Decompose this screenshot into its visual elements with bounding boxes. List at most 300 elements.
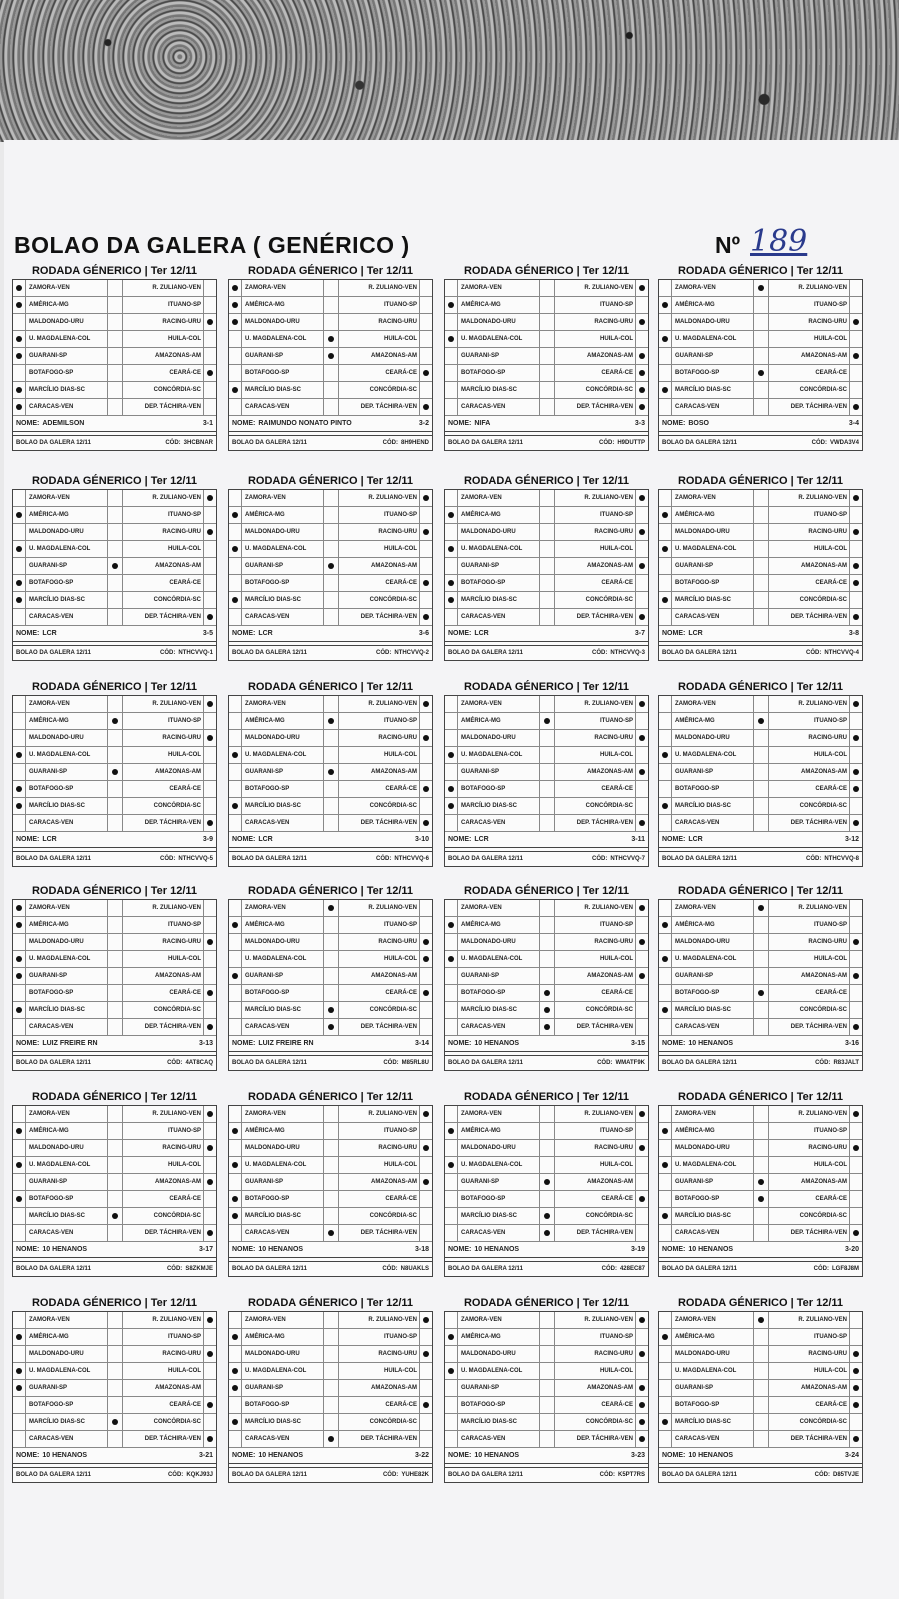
- code-value: R83JALT: [833, 1060, 859, 1066]
- code-value: S8ZKMJE: [185, 1266, 213, 1272]
- home-pick-box: [445, 968, 458, 984]
- home-team: ZAMORA-VEN: [461, 285, 502, 291]
- round-title: RODADA GÉNERICO | Ter 12/11: [247, 1297, 414, 1309]
- away-pick-box: [419, 1208, 432, 1224]
- match-table: [12, 489, 217, 661]
- draw-pick-box: [753, 1363, 769, 1379]
- name-prefix: NOME:: [662, 630, 686, 637]
- pick-mark-icon: [16, 786, 22, 792]
- home-pick-box: [445, 798, 458, 814]
- away-team: AMAZONAS-AM: [801, 563, 847, 569]
- pick-mark-icon: [853, 353, 859, 359]
- ticket-id: 3-13: [198, 1040, 213, 1047]
- draw-pick-box: [753, 507, 769, 523]
- away-pick-box: [419, 365, 432, 381]
- away-team: RACING-URU: [162, 319, 201, 325]
- home-pick-box: [659, 541, 672, 557]
- footer-label: BOLAO DA GALERA 12/11: [448, 440, 523, 446]
- pick-mark-icon: [232, 922, 238, 928]
- away-pick-box: [419, 1225, 432, 1241]
- home-pick-box: [445, 1140, 458, 1156]
- away-pick-box: [203, 348, 216, 364]
- away-pick-box: [635, 1431, 648, 1447]
- home-pick-box: [659, 365, 672, 381]
- code-value: NTHCVVQ-4: [824, 650, 859, 656]
- home-pick-box: [445, 280, 458, 296]
- match-row: [445, 1208, 648, 1225]
- ticket-footer: [659, 1468, 862, 1482]
- away-pick-box: [203, 399, 216, 415]
- match-row: [659, 558, 862, 575]
- away-pick-box: [635, 713, 648, 729]
- pick-mark-icon: [853, 1024, 859, 1030]
- draw-pick-box: [323, 1380, 339, 1396]
- home-pick-box: [445, 592, 458, 608]
- home-pick-box: [13, 1312, 26, 1328]
- home-team: AMÉRICA-MG: [29, 1334, 69, 1340]
- round-title: RODADA GÉNERICO | Ter 12/11: [463, 265, 630, 277]
- match-row: [445, 985, 648, 1002]
- away-pick-box: [849, 1346, 862, 1362]
- match-row: [13, 747, 216, 764]
- home-team: U. MAGDALENA-COL: [461, 336, 523, 342]
- home-pick-box: [229, 1208, 242, 1224]
- ticket-footer: [659, 646, 862, 660]
- away-pick-box: [419, 348, 432, 364]
- draw-pick-box: [539, 541, 555, 557]
- away-pick-box: [635, 1157, 648, 1173]
- bettor-name: LCR: [474, 630, 489, 637]
- draw-pick-box: [539, 1019, 555, 1035]
- away-pick-box: [635, 1363, 648, 1379]
- away-pick-box: [203, 1174, 216, 1190]
- pick-mark-icon: [16, 1385, 22, 1391]
- match-row: [229, 900, 432, 917]
- away-pick-box: [849, 1431, 862, 1447]
- name-prefix: NOME:: [232, 836, 256, 843]
- away-pick-box: [849, 1174, 862, 1190]
- match-row: [229, 1225, 432, 1242]
- home-pick-box: [229, 781, 242, 797]
- ticket-card: [444, 680, 649, 867]
- pick-mark-icon: [662, 387, 668, 393]
- home-team: AMÉRICA-MG: [461, 718, 501, 724]
- home-team: ZAMORA-VEN: [245, 905, 286, 911]
- home-pick-box: [13, 490, 26, 506]
- code-value: WMATF9K: [615, 1060, 645, 1066]
- pick-mark-icon: [207, 1436, 213, 1442]
- match-row: [445, 297, 648, 314]
- away-team: HUILA-COL: [384, 336, 417, 342]
- draw-pick-box: [323, 399, 339, 415]
- away-team: ITUANO-SP: [384, 718, 417, 724]
- draw-pick-box: [323, 747, 339, 763]
- away-pick-box: [419, 798, 432, 814]
- draw-pick-box: [753, 917, 769, 933]
- pick-mark-icon: [423, 735, 429, 741]
- home-pick-box: [13, 1225, 26, 1241]
- away-pick-box: [635, 490, 648, 506]
- code-value: 3HCBNAR: [183, 440, 213, 446]
- home-team: AMÉRICA-MG: [29, 1128, 69, 1134]
- away-team: RACING-URU: [162, 939, 201, 945]
- home-team: BOTAFOGO-SP: [29, 990, 74, 996]
- match-row: [445, 1106, 648, 1123]
- match-row: [229, 609, 432, 626]
- match-row: [229, 592, 432, 609]
- home-team: BOTAFOGO-SP: [29, 786, 74, 792]
- draw-pick-box: [753, 365, 769, 381]
- home-team: MALDONADO-URU: [461, 1351, 516, 1357]
- home-pick-box: [659, 1397, 672, 1413]
- home-pick-box: [445, 1123, 458, 1139]
- home-team: GUARANI-SP: [675, 353, 714, 359]
- home-pick-box: [13, 730, 26, 746]
- home-team: GUARANI-SP: [29, 353, 68, 359]
- match-row: [659, 1106, 862, 1123]
- match-table: [12, 279, 217, 451]
- pick-mark-icon: [423, 1179, 429, 1185]
- home-team: GUARANI-SP: [245, 973, 284, 979]
- pick-mark-icon: [853, 404, 859, 410]
- away-pick-box: [419, 985, 432, 1001]
- pick-mark-icon: [16, 1007, 22, 1013]
- ticket-code: [599, 436, 645, 450]
- away-pick-box: [849, 798, 862, 814]
- pick-mark-icon: [639, 387, 645, 393]
- away-team: ITUANO-SP: [814, 1334, 847, 1340]
- home-pick-box: [659, 575, 672, 591]
- match-row: [659, 1002, 862, 1019]
- home-team: MARCÍLIO DIAS-SC: [461, 1007, 517, 1013]
- ticket-card: [444, 264, 649, 451]
- round-title: RODADA GÉNERICO | Ter 12/11: [463, 681, 630, 693]
- match-row: [659, 1363, 862, 1380]
- draw-pick-box: [107, 696, 123, 712]
- home-team: MARCÍLIO DIAS-SC: [245, 597, 301, 603]
- pick-mark-icon: [639, 319, 645, 325]
- home-team: ZAMORA-VEN: [675, 1317, 716, 1323]
- away-pick-box: [419, 507, 432, 523]
- pick-mark-icon: [207, 1351, 213, 1357]
- match-row: [13, 951, 216, 968]
- home-team: AMÉRICA-MG: [29, 922, 69, 928]
- draw-pick-box: [753, 609, 769, 625]
- draw-pick-box: [539, 798, 555, 814]
- home-pick-box: [229, 558, 242, 574]
- away-team: RACING-URU: [378, 939, 417, 945]
- round-title: RODADA GÉNERICO | Ter 12/11: [677, 1091, 844, 1103]
- code-value: D85TVJE: [832, 1472, 859, 1478]
- away-pick-box: [849, 1225, 862, 1241]
- pick-mark-icon: [448, 512, 454, 518]
- pick-mark-icon: [423, 701, 429, 707]
- bettor-name: 10 HENANOS: [42, 1452, 88, 1459]
- name-prefix: NOME:: [16, 630, 40, 637]
- draw-pick-box: [323, 730, 339, 746]
- away-team: CEARÁ-CE: [601, 990, 633, 996]
- away-pick-box: [203, 297, 216, 313]
- away-team: CEARÁ-CE: [385, 580, 417, 586]
- match-row: [445, 365, 648, 382]
- away-pick-box: [635, 382, 648, 398]
- home-team: MALDONADO-URU: [675, 529, 730, 535]
- away-pick-box: [419, 1312, 432, 1328]
- pick-mark-icon: [232, 387, 238, 393]
- pick-mark-icon: [639, 1196, 645, 1202]
- pick-mark-icon: [639, 353, 645, 359]
- ticket-id: 3-3: [634, 420, 645, 427]
- away-team: ITUANO-SP: [168, 922, 201, 928]
- home-pick-box: [445, 985, 458, 1001]
- code-prefix: CÓD:: [375, 856, 392, 862]
- away-team: AMAZONAS-AM: [371, 353, 417, 359]
- home-team: GUARANI-SP: [245, 1385, 284, 1391]
- away-pick-box: [203, 541, 216, 557]
- draw-pick-box: [107, 1380, 123, 1396]
- ticket-card: [12, 264, 217, 451]
- away-pick-box: [203, 696, 216, 712]
- ticket-id: 3-11: [631, 836, 645, 843]
- away-pick-box: [849, 730, 862, 746]
- away-team: CEARÁ-CE: [385, 990, 417, 996]
- pick-mark-icon: [16, 956, 22, 962]
- away-team: HUILA-COL: [600, 1368, 633, 1374]
- away-pick-box: [203, 1414, 216, 1430]
- home-pick-box: [13, 1019, 26, 1035]
- pick-mark-icon: [232, 1368, 238, 1374]
- draw-pick-box: [753, 1329, 769, 1345]
- round-title: RODADA GÉNERICO | Ter 12/11: [463, 885, 630, 897]
- away-team: DEP. TÁCHIRA-VEN: [576, 1024, 633, 1030]
- match-table: [228, 1311, 433, 1483]
- away-pick-box: [419, 524, 432, 540]
- home-team: U. MAGDALENA-COL: [245, 1368, 307, 1374]
- round-title: RODADA GÉNERICO | Ter 12/11: [31, 1297, 198, 1309]
- match-row: [229, 1123, 432, 1140]
- home-pick-box: [659, 490, 672, 506]
- ticket-card: [658, 680, 863, 867]
- home-pick-box: [229, 280, 242, 296]
- away-pick-box: [203, 1019, 216, 1035]
- match-row: [13, 365, 216, 382]
- home-team: AMÉRICA-MG: [245, 718, 285, 724]
- draw-pick-box: [753, 331, 769, 347]
- match-row: [445, 609, 648, 626]
- draw-pick-box: [753, 1414, 769, 1430]
- match-row: [229, 382, 432, 399]
- home-pick-box: [659, 951, 672, 967]
- away-pick-box: [635, 951, 648, 967]
- home-pick-box: [13, 1346, 26, 1362]
- code-prefix: CÓD:: [159, 856, 176, 862]
- pick-mark-icon: [328, 718, 334, 724]
- pick-mark-icon: [328, 353, 334, 359]
- away-team: AMAZONAS-AM: [801, 973, 847, 979]
- code-value: 428EC87: [619, 1266, 645, 1272]
- away-team: RACING-URU: [594, 939, 633, 945]
- home-team: ZAMORA-VEN: [675, 701, 716, 707]
- draw-pick-box: [753, 575, 769, 591]
- draw-pick-box: [539, 1208, 555, 1224]
- draw-pick-box: [753, 900, 769, 916]
- draw-pick-box: [107, 1174, 123, 1190]
- ticket-code: [383, 436, 429, 450]
- ticket-id: 3-16: [844, 1040, 859, 1047]
- pick-mark-icon: [112, 769, 118, 775]
- home-pick-box: [445, 399, 458, 415]
- match-row: [445, 917, 648, 934]
- home-pick-box: [445, 314, 458, 330]
- away-pick-box: [849, 1363, 862, 1379]
- away-team: AMAZONAS-AM: [587, 1179, 633, 1185]
- home-pick-box: [659, 348, 672, 364]
- name-prefix: NOME:: [448, 420, 472, 427]
- home-pick-box: [229, 764, 242, 780]
- round-title: RODADA GÉNERICO | Ter 12/11: [31, 265, 198, 277]
- away-team: DEP. TÁCHIRA-VEN: [576, 1436, 633, 1442]
- away-pick-box: [635, 1208, 648, 1224]
- draw-pick-box: [753, 951, 769, 967]
- pick-mark-icon: [207, 370, 213, 376]
- draw-pick-box: [107, 558, 123, 574]
- draw-pick-box: [753, 1225, 769, 1241]
- away-pick-box: [635, 541, 648, 557]
- round-title: RODADA GÉNERICO | Ter 12/11: [31, 681, 198, 693]
- home-pick-box: [229, 1019, 242, 1035]
- pick-mark-icon: [853, 820, 859, 826]
- round-title: RODADA GÉNERICO | Ter 12/11: [247, 885, 414, 897]
- match-row: [13, 1106, 216, 1123]
- draw-pick-box: [323, 524, 339, 540]
- away-pick-box: [849, 331, 862, 347]
- away-team: CONCÓRDIA-SC: [799, 387, 847, 393]
- home-pick-box: [659, 1363, 672, 1379]
- code-prefix: CÓD:: [382, 1266, 398, 1272]
- home-pick-box: [445, 815, 458, 831]
- ticket-card: [444, 474, 649, 661]
- pick-mark-icon: [853, 614, 859, 620]
- away-pick-box: [419, 541, 432, 557]
- away-pick-box: [203, 575, 216, 591]
- home-pick-box: [445, 1346, 458, 1362]
- pick-mark-icon: [662, 597, 668, 603]
- pick-mark-icon: [853, 1385, 859, 1391]
- match-row: [229, 798, 432, 815]
- pick-mark-icon: [328, 563, 334, 569]
- draw-pick-box: [753, 541, 769, 557]
- pick-mark-icon: [448, 1334, 454, 1340]
- match-row: [659, 1191, 862, 1208]
- away-pick-box: [635, 507, 648, 523]
- ticket-code: [592, 852, 645, 866]
- away-team: RACING-URU: [162, 1145, 201, 1151]
- draw-pick-box: [323, 781, 339, 797]
- match-row: [229, 1157, 432, 1174]
- match-row: [659, 900, 862, 917]
- match-row: [13, 764, 216, 781]
- away-team: HUILA-COL: [384, 752, 417, 758]
- footer-label: BOLAO DA GALERA 12/11: [662, 1472, 737, 1478]
- draw-pick-box: [107, 348, 123, 364]
- draw-pick-box: [107, 1346, 123, 1362]
- home-team: MALDONADO-URU: [245, 319, 300, 325]
- away-pick-box: [635, 1106, 648, 1122]
- draw-pick-box: [107, 297, 123, 313]
- away-pick-box: [203, 507, 216, 523]
- home-team: AMÉRICA-MG: [461, 922, 501, 928]
- ticket-code: [382, 1262, 429, 1276]
- match-row: [659, 730, 862, 747]
- home-team: ZAMORA-VEN: [245, 495, 286, 501]
- home-pick-box: [13, 1002, 26, 1018]
- round-title: RODADA GÉNERICO | Ter 12/11: [677, 265, 844, 277]
- bettor-name-row: [659, 1448, 862, 1464]
- pick-mark-icon: [639, 1402, 645, 1408]
- away-pick-box: [849, 1414, 862, 1430]
- away-team: CEARÁ-CE: [601, 580, 633, 586]
- home-team: BOTAFOGO-SP: [245, 370, 290, 376]
- home-pick-box: [659, 1380, 672, 1396]
- home-pick-box: [13, 1208, 26, 1224]
- pick-mark-icon: [328, 1230, 334, 1236]
- ticket-footer: [445, 1262, 648, 1276]
- away-team: CONCÓRDIA-SC: [369, 597, 417, 603]
- away-team: ITUANO-SP: [384, 302, 417, 308]
- away-pick-box: [419, 1363, 432, 1379]
- away-team: ITUANO-SP: [600, 922, 633, 928]
- pick-mark-icon: [448, 1162, 454, 1168]
- away-team: CONCÓRDIA-SC: [153, 803, 201, 809]
- pick-mark-icon: [853, 495, 859, 501]
- draw-pick-box: [323, 815, 339, 831]
- home-pick-box: [13, 399, 26, 415]
- pick-mark-icon: [207, 1145, 213, 1151]
- pick-mark-icon: [639, 1351, 645, 1357]
- home-pick-box: [659, 399, 672, 415]
- away-pick-box: [635, 747, 648, 763]
- match-row: [13, 314, 216, 331]
- home-pick-box: [445, 713, 458, 729]
- pick-mark-icon: [207, 1024, 213, 1030]
- pick-mark-icon: [423, 956, 429, 962]
- away-team: CONCÓRDIA-SC: [369, 1419, 417, 1425]
- away-team: AMAZONAS-AM: [155, 1179, 201, 1185]
- home-pick-box: [445, 1208, 458, 1224]
- draw-pick-box: [323, 609, 339, 625]
- code-value: KQKJ93J: [186, 1472, 213, 1478]
- match-row: [229, 558, 432, 575]
- match-row: [445, 1312, 648, 1329]
- pick-mark-icon: [16, 973, 22, 979]
- ticket-footer: [13, 1468, 216, 1482]
- bettor-name-row: [229, 626, 432, 642]
- draw-pick-box: [107, 331, 123, 347]
- match-row: [659, 1431, 862, 1448]
- footer-label: BOLAO DA GALERA 12/11: [448, 1472, 523, 1478]
- code-prefix: CÓD:: [598, 440, 615, 446]
- away-team: ITUANO-SP: [600, 718, 633, 724]
- away-team: R. ZULIANO-VEN: [152, 495, 201, 501]
- home-pick-box: [659, 696, 672, 712]
- home-team: GUARANI-SP: [245, 563, 284, 569]
- match-table: [658, 489, 863, 661]
- pick-mark-icon: [232, 285, 238, 291]
- away-team: R. ZULIANO-VEN: [152, 1111, 201, 1117]
- draw-pick-box: [323, 1397, 339, 1413]
- code-value: NTHCVVQ-1: [178, 650, 213, 656]
- pick-mark-icon: [16, 1368, 22, 1374]
